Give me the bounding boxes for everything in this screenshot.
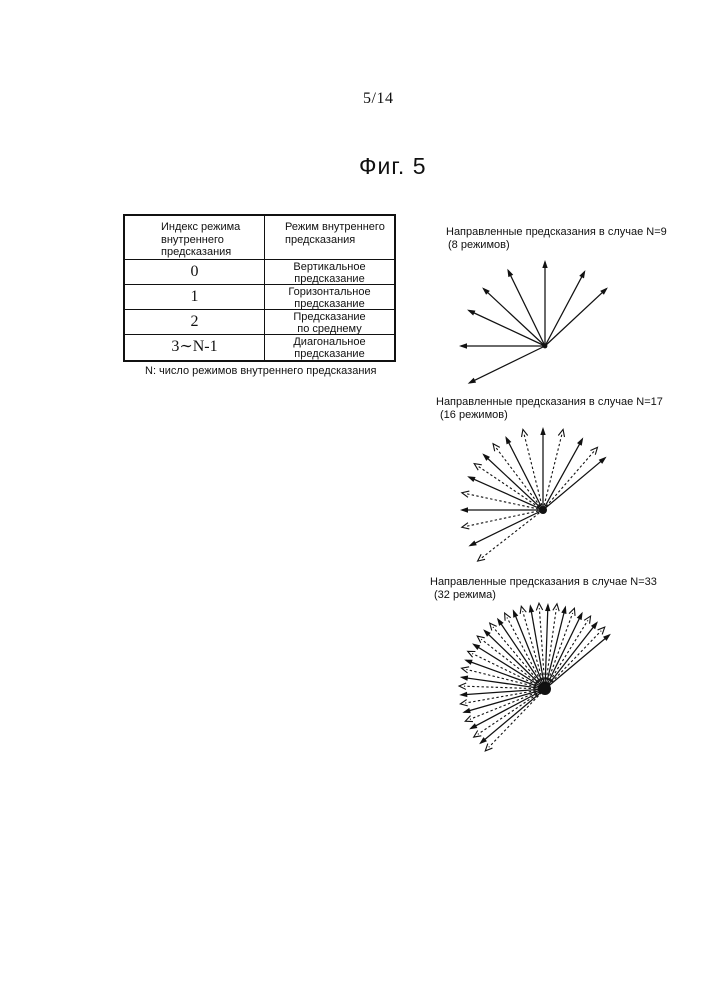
table-row-0-index: 0	[125, 259, 264, 284]
table-note: N: число режимов внутреннего предсказания	[145, 365, 377, 377]
table-row-0-mode: Вертикальное предсказание	[264, 259, 394, 284]
caption-n9-line1: Направленные предсказания в случае N=9	[446, 226, 667, 238]
intra-prediction-mode-table	[123, 214, 396, 362]
fan-n33	[459, 603, 611, 751]
fan-n9	[459, 260, 608, 384]
page-number: 5/14	[363, 90, 394, 107]
caption-n33	[430, 576, 657, 602]
table-row-3-mode: Диагональное предсказание	[264, 334, 394, 360]
table-row-2-index: 2	[125, 309, 264, 334]
caption-n33-line2: (32 режима)	[434, 589, 496, 601]
caption-n17	[436, 396, 663, 422]
table-row-3-index: 3∼N-1	[125, 334, 264, 360]
caption-n17-line1: Направленные предсказания в случае N=17	[436, 396, 663, 408]
figure-title: Фиг. 5	[359, 153, 427, 179]
caption-n17-line2: (16 режимов)	[440, 409, 508, 421]
caption-n9	[446, 226, 667, 252]
caption-n33-line1: Направленные предсказания в случае N=33	[430, 576, 657, 588]
table-header-index: Индекс режима внутреннего предсказания	[161, 221, 241, 258]
table-header-mode: Режим внутреннего предсказания	[264, 216, 394, 259]
table-row-1-index: 1	[125, 284, 264, 309]
caption-n9-line2: (8 режимов)	[448, 239, 510, 251]
table-row-1-mode: Горизонтальное предсказание	[264, 284, 394, 309]
table-row-2-mode: Предсказание по среднему	[264, 309, 394, 334]
fan-n17	[460, 427, 607, 561]
